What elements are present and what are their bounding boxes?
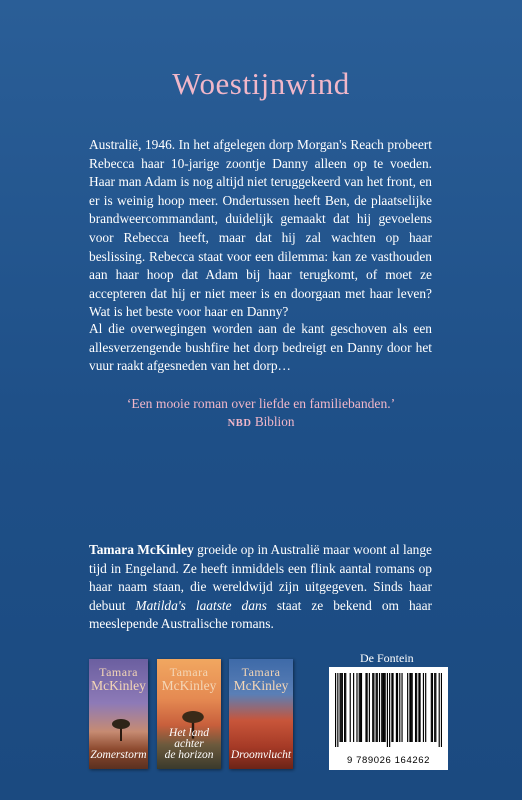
barcode-bar <box>344 673 345 742</box>
barcode-bar <box>434 673 435 742</box>
book-1-title: Zomerstorm <box>90 749 147 761</box>
barcode-bar <box>350 673 351 742</box>
barcode-bar <box>419 673 420 742</box>
barcode-bar <box>387 673 388 747</box>
barcode-bar <box>396 673 397 742</box>
author-bio-text-1: groeide op in Australië maar woont al lange tijd in Engeland. Ze heeft inmiddels een flink aantal romans op haar naam staan, die wereldwijd zijn uitgegeven. Sinds haar debuut <box>89 542 433 613</box>
barcode-bar <box>341 673 342 742</box>
barcode-bar <box>409 673 410 742</box>
barcode-bar <box>367 673 368 742</box>
publisher-name: De Fontein <box>360 651 414 665</box>
book-3-author-first: Tamara <box>241 665 281 679</box>
barcode-bar <box>361 673 362 742</box>
review-source-name: Biblion <box>254 414 295 429</box>
barcode-bar <box>345 673 346 742</box>
barcode-bar <box>335 673 336 747</box>
barcode-bar <box>425 673 426 742</box>
barcode-bar <box>391 673 392 742</box>
author-name: Tamara McKinley <box>89 542 194 557</box>
barcode-bar <box>385 673 386 742</box>
barcode-bar <box>412 673 413 742</box>
barcode-bar <box>372 673 373 742</box>
barcode-bar <box>401 673 402 742</box>
barcode-bar <box>369 673 370 742</box>
book-2-author-first: Tamara <box>169 665 209 679</box>
book-2-title: Het land achter de horizon <box>164 727 214 761</box>
review-quote: ‘Een mooie roman over liefde en familiebanden.’ <box>126 396 396 411</box>
barcode-bar <box>382 673 383 742</box>
barcode-bar <box>342 673 343 742</box>
other-book-cover-3 <box>229 659 293 769</box>
author-bio <box>89 541 432 634</box>
blurb-paragraph-1: Australië, 1946. In het afgelegen dorp Morgan's Reach probeert Rebecca haar 10-jarige zoontje Danny alleen op te voeden. Haar man Adam is nog altijd niet teruggekeerd van het front, en er is weinig hoop meer. Ondertussen heeft Ben, de plaatselijke brandweercommandant, duidelijk gemaakt dat hij gevoelens voor Rebecca heeft, maar dat hij zal wachten op haar beslissing. Rebecca staat voor een dilemma: kan ze vasthouden aan haar hoop dat Adam bij haar terugkomt, of moet ze accepteren dat hij er niet meer is en doorgaan met haar leven? Wat is het beste voor haar en Danny? <box>89 137 432 320</box>
other-book-cover-1 <box>89 659 148 769</box>
barcode-bar <box>359 673 360 742</box>
barcode-bar <box>399 673 400 742</box>
barcode-bar <box>340 673 341 742</box>
barcode-bar <box>379 673 380 742</box>
barcode-bar <box>439 673 440 747</box>
author-debut-book: Matilda's laatste dans <box>135 597 267 613</box>
barcode-bar <box>441 673 442 747</box>
barcode-bar <box>377 673 378 742</box>
review-source <box>0 414 522 430</box>
book-1-author-first: Tamara <box>99 665 138 679</box>
barcode-bar <box>381 673 382 742</box>
barcode-bar <box>407 673 408 742</box>
barcode-bar <box>383 673 384 742</box>
barcode-bar <box>431 673 432 742</box>
barcode-bar <box>392 673 393 742</box>
barcode-bar <box>373 673 374 742</box>
barcode-bar <box>360 673 361 742</box>
book-2-author-last: McKinley <box>161 678 217 693</box>
barcode-bar <box>432 673 433 742</box>
barcode-bar <box>356 673 357 742</box>
book-3-author-last: McKinley <box>233 678 289 693</box>
barcode-bar <box>376 673 377 742</box>
book-3-title: Droomvlucht <box>230 749 292 761</box>
book-1-author-last: McKinley <box>91 678 146 693</box>
isbn-number: 9 789026 164262 <box>347 755 430 766</box>
book-title: Woestijnwind <box>172 66 350 101</box>
barcode-bar <box>353 673 354 742</box>
barcode-bar <box>389 673 390 747</box>
barcode-bar <box>415 673 416 742</box>
barcode-bar <box>397 673 398 742</box>
author-bio-text-2: staat ze bekend om haar meeslepende Australische romans. <box>89 597 432 632</box>
tree-icon <box>111 715 131 741</box>
isbn-barcode <box>329 667 448 770</box>
barcode-bar <box>423 673 424 742</box>
barcode-bar <box>410 673 411 742</box>
other-book-cover-2 <box>157 659 221 769</box>
barcode-bar <box>365 673 366 742</box>
barcode-bar <box>416 673 417 742</box>
barcode-bar <box>337 673 338 747</box>
blurb-paragraph-2: Al die overwegingen worden aan de kant geschoven als een allesverzengende bushfire het dorp bedreigt en Danny door het vuur raakt afgesneden van het dorp… <box>89 321 432 374</box>
barcode-bar <box>418 673 419 742</box>
review-source-prefix: NBD <box>227 418 252 429</box>
barcode-bar <box>435 673 436 742</box>
barcode-bars <box>335 673 442 747</box>
